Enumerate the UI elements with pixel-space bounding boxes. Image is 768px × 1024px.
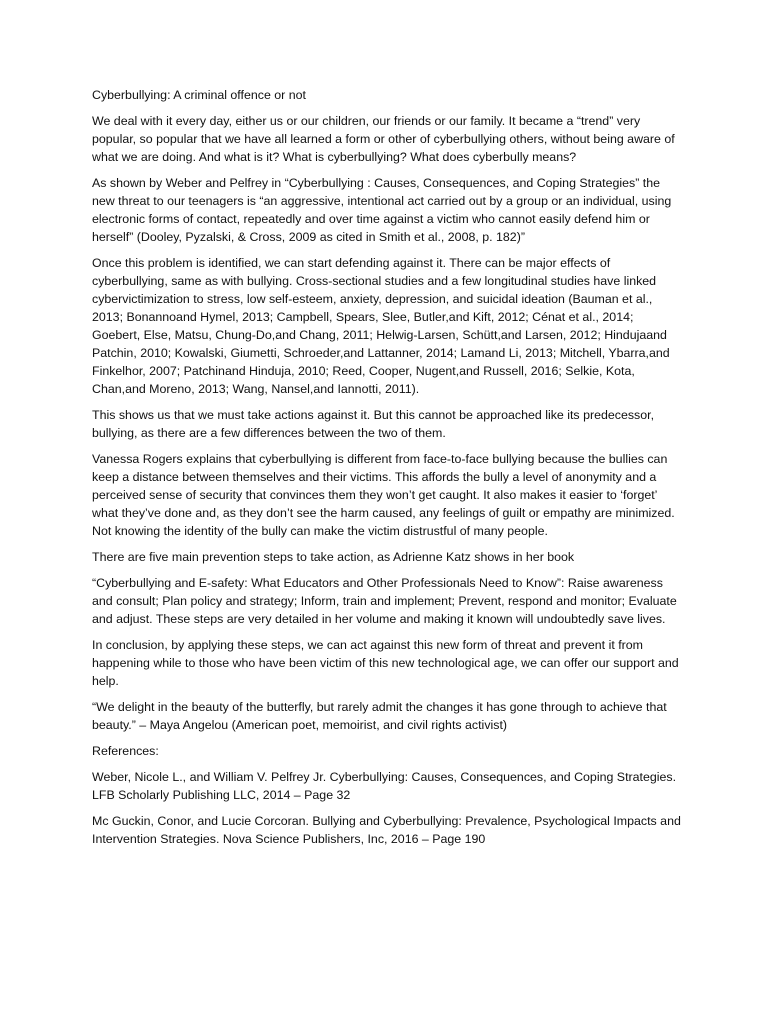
reference-item: Mc Guckin, Conor, and Lucie Corcoran. Bullying and Cyberbullying: Prevalence, Psychological Impacts and Intervention Strategies. Nova Science Publishers, Inc, 2016 – Page 190 [92, 814, 681, 846]
document-page [92, 86, 682, 856]
paragraph-rogers: Vanessa Rogers explains that cyberbullying is different from face-to-face bullying because the bullies can keep a distance between themselves and their victims. This affords the bully a level of anonymity and a perceived sense of security that convinces them they won’t get caught. It also makes it easier to ‘forget’ what they’ve done and, as they don’t see the harm caused, any feelings of guilt or empathy are minimized. Not knowing the identity of the bully can make the victim distrustful of many people. [92, 452, 675, 538]
reference-item: Weber, Nicole L., and William V. Pelfrey Jr. Cyberbullying: Causes, Consequences, and Coping Strategies. LFB Scholarly Publishing LLC, 2014 – Page 32 [92, 770, 677, 802]
paragraph-conclusion: In conclusion, by applying these steps, we can act against this new form of threat and prevent it from happening while to those who have been victim of this new technological age, we can offer our support and help. [92, 638, 679, 688]
paragraph-quote: “We delight in the beauty of the butterfly, but rarely admit the changes it has gone through to achieve that beauty.” – Maya Angelou (American poet, memoirist, and civil rights activist) [92, 700, 667, 732]
paragraph-differences: This shows us that we must take actions against it. But this cannot be approached like its predecessor, bullying, as there are a few differences between the two of them. [92, 408, 655, 440]
document-title: Cyberbullying: A criminal offence or not [92, 88, 306, 102]
paragraph-intro: We deal with it every day, either us or our children, our friends or our family. It became a “trend” very popular, so popular that we have all learned a form or other of cyberbullying others, without being aware of what we are doing. And what is it? What is cyberbullying? What does cyberbully means? [92, 114, 675, 164]
references-heading: References: [92, 744, 159, 758]
paragraph-definition: As shown by Weber and Pelfrey in “Cyberbullying : Causes, Consequences, and Coping Strategies” the new threat to our teenagers is “an aggressive, intentional act carried out by a group or an individual, using electronic forms of contact, repeatedly and over time against a victim who cannot easily defend him or herself” (Dooley, Pyzalski, & Cross, 2009 as cited in Smith et al., 2008, p. 182)” [92, 176, 672, 244]
paragraph-prevention-steps: “Cyberbullying and E-safety: What Educators and Other Professionals Need to Know”: Raise awareness and consult; Plan policy and strategy; Inform, train and implement; Prevent, respond and monitor; Evaluate and adjust. These steps are very detailed in her volume and making it known will undoubtedly save lives. [92, 576, 677, 626]
paragraph-prevention-intro: There are five main prevention steps to take action, as Adrienne Katz shows in her book [92, 550, 575, 564]
paragraph-effects: Once this problem is identified, we can start defending against it. There can be major effects of cyberbullying, same as with bullying. Cross-sectional studies and a few longitudinal studies have linked cybervictimization to stress, low self-esteem, anxiety, depression, and suicidal ideation (Bauman et al., 2013; Bonannoand Hymel, 2013; Campbell, Spears, Slee, Butler,and Kift, 2012; Cénat et al., 2014; Goebert, Else, Matsu, Chung-Do,and Chang, 2011; Helwig-Larsen, Schütt,and Larsen, 2012; Hindujaand Patchin, 2010; Kowalski, Giumetti, Schroeder,and Lattanner, 2014; Lamand Li, 2013; Mitchell, Ybarra,and Finkelhor, 2007; Patchinand Hinduja, 2010; Reed, Cooper, Nugent,and Russell, 2016; Selkie, Kota, Chan,and Moreno, 2013; Wang, Nansel,and Iannotti, 2011). [92, 256, 670, 396]
